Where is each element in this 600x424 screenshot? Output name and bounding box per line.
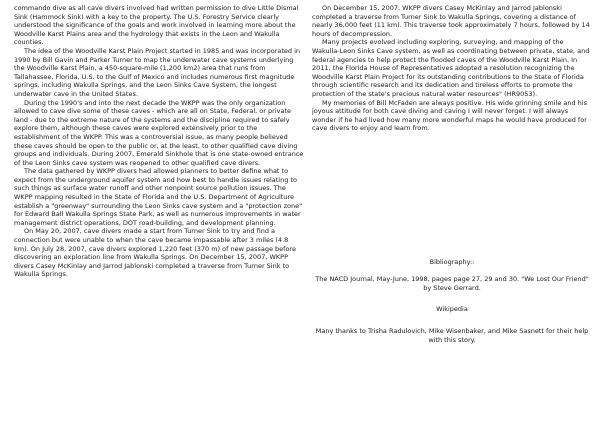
bibliography-heading [312,258,592,267]
wikipedia-source [312,305,592,314]
paragraph: On December 15, 2007, WKPP divers Casey McKinlay and Jarrod Jablonski completed a traverse from Turner Sink to Wakulla Springs, covering a distance of nearly 36,000 feet (11 km). This traverse took approximately 7 hours, followed by 14 hours of decompression. [312,4,590,38]
paragraph: commando dive as all cave divers involved had written permission to dive Little Dismal Sink (Hammock Sink) with a key to the property. The U.S. Forestry Service clearly understood the significance of the goals and work involved in learning more about the Woodville Karst Plains area and the hydrology that exists in the Leon and Wakulla counties. [14,4,299,47]
acknowledgements-text: Many thanks to Trisha Radulovich, Mike Wisenbaker, and Mike Sasnett for their help with this story. [315,327,589,344]
paragraph: On May 20, 2007, cave divers made a start from Turner Sink to try and find a connection but were unable to when the cave became impassable after 3 miles (4.8 km). On July 28, 2007, cave divers explored 1,220 feet (370 m) of new passage before discovering an exploration line from Wakulla Springs. On December 15, 2007, WKPP divers Casey McKinlay and Jarrod Jablonski completed a traverse from Turner Sink to Wakulla Springs. [14,227,296,279]
acknowledgements [312,327,592,344]
bibliography-entry [312,275,592,292]
paragraph: The data gathered by WKPP divers had allowed planners to better define what to expect from the underground aquifer system and how best to handle issues relating to such things as surface water runoff and other nonpoint source pollution issues. The WKPP mapping resulted in the State of Florida and the U.S. Department of Agriculture establish a "greenway" surrounding the Leon Sinks cave system and a "protection zone" for Edward Ball Wakulla Springs State Park, as well as numerous improvements in water management district operations, DOT road-building, and development planning. [14,167,303,227]
bibliography-entry-text: The NACD Journal, May-June, 1998, pages page 27, 29 and 30. "We Lost Our Friend" by Steve Gerrard. [315,275,589,292]
paragraph: My memories of Bill McFaden are always positive. His wide grinning smile and his joyous attitude for both cave diving and caving I will never forget. I will always wonder if he had lived how many more wonderful maps he would have produced for cave divers to enjoy and learn from. [312,98,587,133]
paragraph: During the 1990's and into the next decade the WKPP was the only organization allowed to cave dive some of these caves - which are all on State, Federal, or private land - due to the extreme nature of the systems and the discipline required to safely explore them, although these caves were explored extensively prior to the establishment of the WKPP. This was a controversial issue, as many people believed these caves should be open to the public or, at the least, to other qualified cave diving groups and individuals. During 2007, Emerald Sinkhole that is one state-owned entrance of the Leon Sinks cave system was reopened to other qualified cave divers. [14,98,304,167]
left-column [14,4,304,279]
paragraph: Many projects evolved including exploring, surveying, and mapping of the Wakulla-Leon Sinks Cave system, as well as coordinating between private, state, and federal agencies to help protect the flooded caves of the Woodville Karst Plain. In 2011, the Florida House of Representatives adopted a resolution recognizing the Woodville Karst Plain Project for its outstanding contributions to the State of Florida through scientific research and its dedication and tireless efforts to promote the protection of the state's precious natural water resources" (HR9053). [312,38,590,98]
wikipedia-text: Wikipedia [436,305,468,313]
paragraph: The idea of the Woodville Karst Plain Project started in 1985 and was incorporated in 1990 by Bill Gavin and Parker Turner to map the underwater cave systems underlying the Woodville Karst Plain, a 450-square-mile (1,200 km2) area that runs from Tallahassee, Florida, U.S. to the Gulf of Mexico and includes numerous first magnitude springs, including Wakulla Springs, and the Leon Sinks Cave System, the longest underwater cave in the United States. [14,46,301,98]
right-column [312,4,592,133]
bibliography-heading-text: Bibliography:: [429,258,475,266]
